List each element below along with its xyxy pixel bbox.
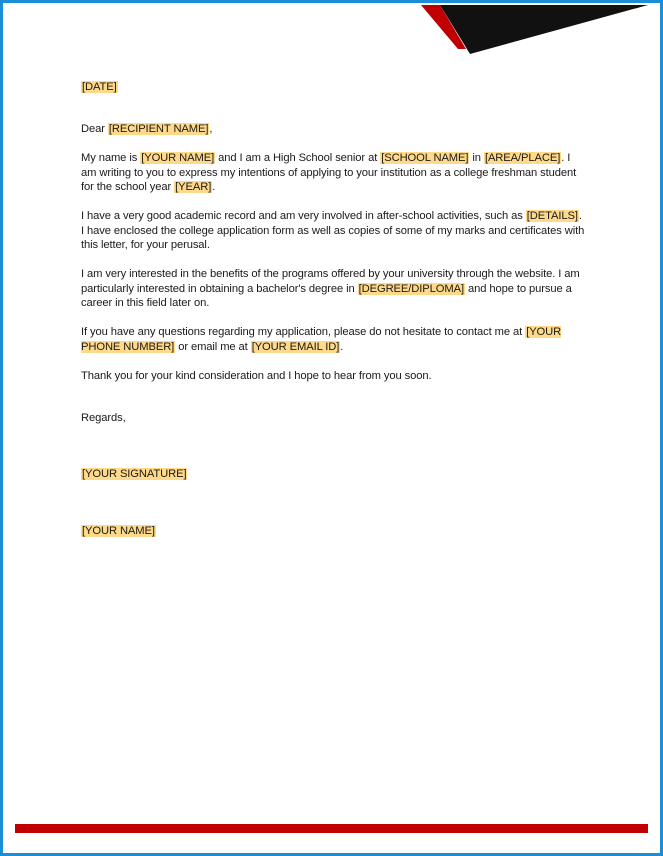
email-id-field: [YOUR EMAIL ID]	[251, 340, 340, 353]
footer-bar	[15, 824, 648, 833]
paragraph-thanks: Thank you for your kind consideration and I hope to hear from you soon.	[81, 370, 432, 382]
your-name-field: [YOUR NAME]	[141, 152, 215, 164]
degree-diploma-field: [DEGREE/DIPLOMA]	[358, 282, 464, 295]
school-name-field: [SCHOOL NAME]	[381, 152, 469, 164]
area-place-field: [AREA/PLACE]	[484, 152, 561, 164]
paragraph-academics: I have a very good academic record and am very involved in after-school activities, such as [DETAILS]. I have enclosed the college application form as well as copies of some of my marks and certificates with this letter, for your perusal.	[81, 210, 585, 252]
date-line	[81, 80, 118, 95]
paragraph-introduction: My name is [YOUR NAME] and I am a High School senior at [SCHOOL NAME] in [AREA/PLACE]. I am writing to you to express my intentions of applying to your institution as a college freshman student for the school year [YEAR].	[81, 152, 577, 194]
year-field: [YEAR]	[175, 181, 212, 194]
signature-field: [YOUR SIGNATURE]	[82, 468, 187, 480]
sender-name-line	[81, 524, 156, 539]
paragraph-contact: If you have any questions regarding my application, please do not hesitate to contact me at [YOUR PHONE NUMBER] or email me at [YOUR EMAIL ID].	[81, 326, 562, 353]
corner-decoration	[0, 0, 663, 60]
black-accent-shape	[440, 5, 648, 54]
recipient-name-field: [RECIPIENT NAME]	[108, 123, 209, 135]
phone-number-field: [YOUR PHONE NUMBER]	[81, 326, 562, 353]
sender-name-field: [YOUR NAME]	[82, 525, 155, 537]
closing-line: Regards,	[81, 412, 126, 424]
date-field: [DATE]	[82, 81, 117, 93]
greeting-line: Dear [RECIPIENT NAME],	[81, 123, 213, 135]
details-field: [DETAILS]	[526, 210, 578, 222]
paragraph-interest: I am very interested in the benefits of the programs offered by your university through the website. I am particularly interested in obtaining a bachelor's degree in [DEGREE/DIPLOMA] and hope to pursue a career in this field later on.	[81, 268, 580, 310]
signature-line	[81, 467, 187, 482]
